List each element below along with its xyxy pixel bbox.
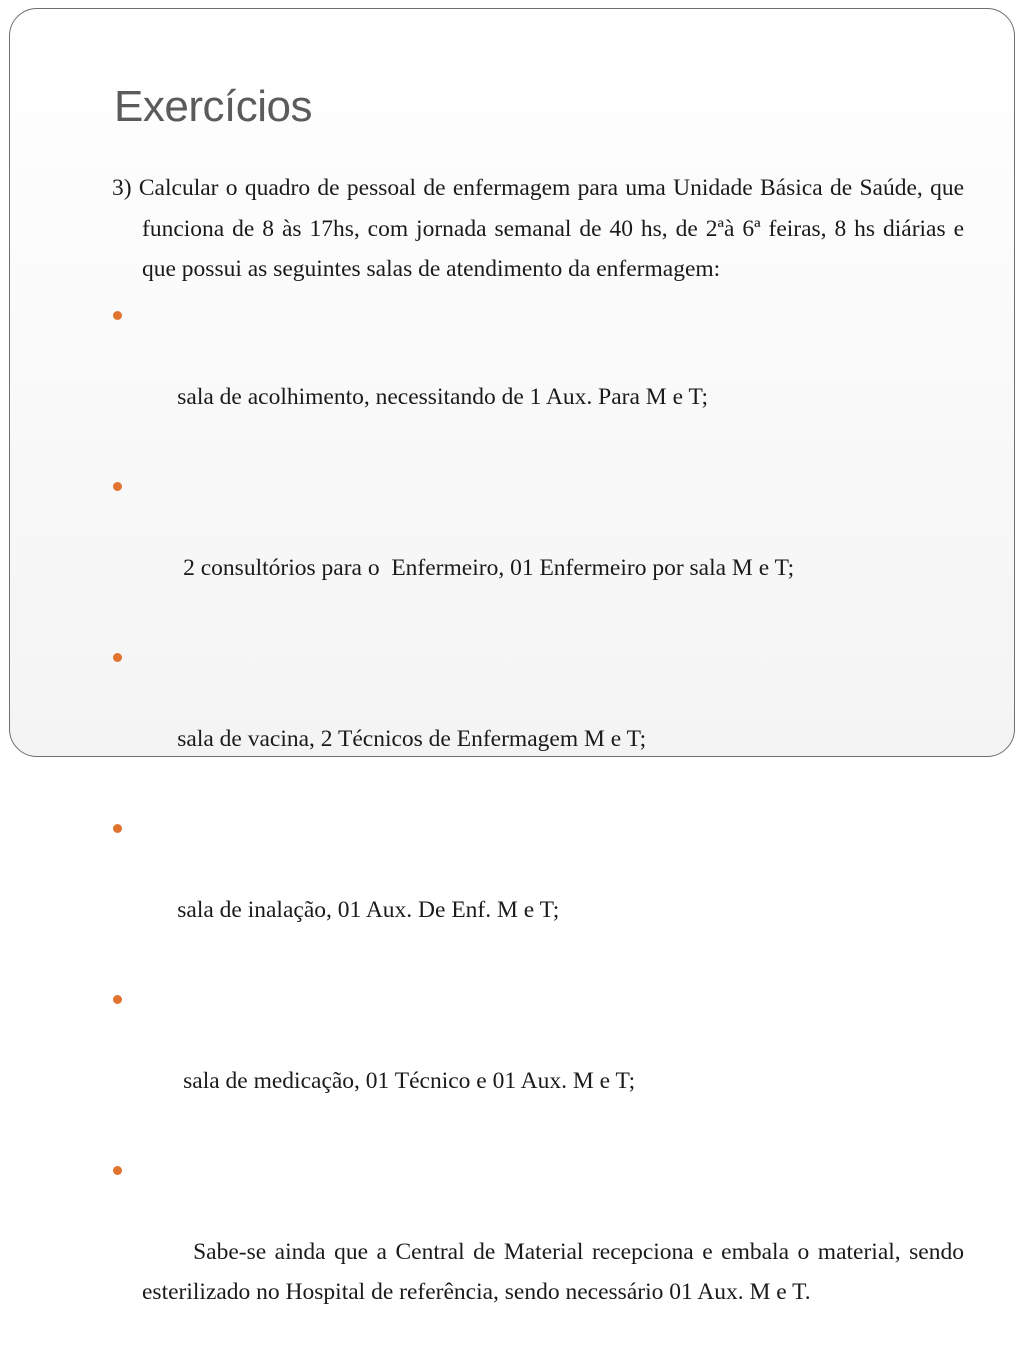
list-item-text: sala de vacina, 2 Técnicos de Enfermagem M e T; xyxy=(177,725,647,752)
exercise-statement: 3) Calcular o quadro de pessoal de enfermagem para uma Unidade Básica de Saúde, que funciona de 8 às 17hs, com jornada semanal de 40 hs, de 2ªà 6ª feiras, 8 hs diárias e que possui as seguintes salas de atendimento da enfermagem: xyxy=(112,175,964,282)
bullet-icon xyxy=(113,824,122,833)
bullet-icon xyxy=(113,653,122,662)
bullet-icon xyxy=(113,995,122,1004)
slide-content xyxy=(112,168,970,1362)
list-item xyxy=(112,980,964,1142)
list-item xyxy=(112,296,964,458)
list-item-text: sala de acolhimento, necessitando de 1 Aux. Para M e T; xyxy=(177,383,709,410)
bullet-list xyxy=(112,296,970,1354)
slide-title: Exercícios xyxy=(114,82,312,131)
list-item-text: sala de medicação, 01 Técnico e 01 Aux. M e T; xyxy=(177,1067,636,1094)
bullet-icon xyxy=(113,311,122,320)
list-item xyxy=(112,638,964,800)
list-item xyxy=(112,1151,970,1354)
bullet-icon xyxy=(113,482,122,491)
bullet-icon xyxy=(113,1166,122,1175)
list-item-text: sala de inalação, 01 Aux. De Enf. M e T; xyxy=(177,896,560,923)
list-item xyxy=(112,809,964,971)
list-item-text: Sabe-se ainda que a Central de Material recepciona e embala o material, sendo esterilizado no Hospital de referência, sendo necessário 01 Aux. M e T. xyxy=(142,1238,970,1305)
list-item xyxy=(112,467,964,629)
list-item-text: 2 consultórios para o Enfermeiro, 01 Enfermeiro por sala M e T; xyxy=(177,554,795,581)
